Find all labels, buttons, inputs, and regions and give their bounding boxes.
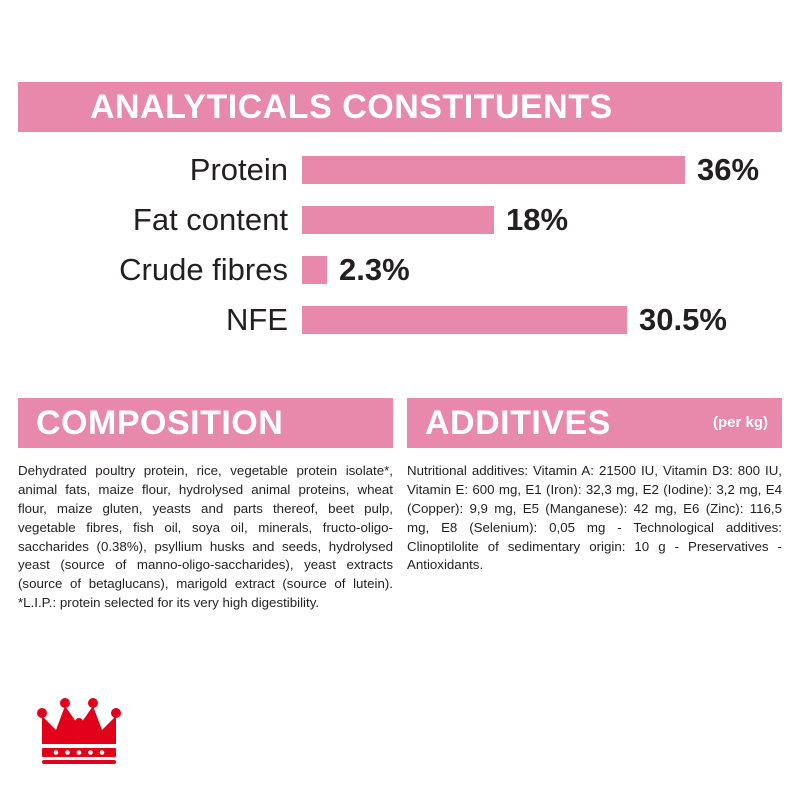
- bar-row: [18, 198, 782, 242]
- lower-panels: [18, 398, 782, 613]
- bar-track: [302, 298, 782, 342]
- bar-label: Fat content: [132, 202, 288, 237]
- additives-text: Nutritional additives: Vitamin A: 21500 IU, Vitamin D3: 800 IU, Vitamin E: 600 mg, E1 (Iron): 32,3 mg, E2 (Iodine): 3,2 mg, E4 (Copper): 9,9 mg, E5 (Manganese): 42 mg, E6 (Zinc): 116,5 mg, E8 (Selenium): 0,05 mg - Technological additives: Clinoptilolite of sedimentary origin: 10 g - Preservatives - Antioxidants.: [407, 463, 782, 573]
- bar-row: [18, 248, 782, 292]
- composition-text: Dehydrated poultry protein, rice, vegetable protein isolate*, animal fats, maize flour, hydrolysed animal proteins, wheat flour, maize gluten, yeasts and parts thereof, beet pulp, vegetable fibres, fish oil, soya oil, minerals, fructo-oligo-saccharides (0.38%), psyllium husks and seeds, hydrolysed yeast (source of manno-oligo-saccharides), yeast extracts (source of betaglucans), marigold extract (source of lutein). *L.I.P.: protein selected for its very high digestibility.: [18, 463, 393, 611]
- bar-value: 2.3%: [339, 252, 410, 287]
- additives-header: [407, 398, 782, 448]
- bar-row: [18, 148, 782, 192]
- bar-value: 30.5%: [639, 302, 727, 337]
- composition-panel: [18, 398, 393, 613]
- composition-title: COMPOSITION: [36, 404, 284, 442]
- bar-fill: [302, 256, 327, 284]
- additives-title: ADDITIVES: [425, 404, 611, 442]
- bar-track: [302, 198, 782, 242]
- bar-track: [302, 248, 782, 292]
- bar-label: Crude fibres: [119, 252, 288, 287]
- bar-track: [302, 148, 782, 192]
- bar-label: NFE: [226, 302, 288, 337]
- analytical-constituents-bar-chart: [18, 148, 782, 342]
- bar-fill: [302, 306, 627, 334]
- analytical-constituents-title: ANALYTICALS CONSTITUENTS: [90, 88, 613, 126]
- analytical-constituents-panel: [18, 82, 782, 348]
- royal-canin-crown-logo: [36, 696, 122, 766]
- bar-fill: [302, 156, 685, 184]
- composition-header: [18, 398, 393, 448]
- bar-fill: [302, 206, 494, 234]
- analytical-constituents-header: [18, 82, 782, 132]
- bar-value: 18%: [506, 202, 569, 237]
- additives-per-kg-note: (per kg): [712, 413, 768, 431]
- bar-value: 36%: [697, 152, 760, 187]
- bar-label: Protein: [189, 152, 288, 187]
- bar-row: [18, 298, 782, 342]
- additives-panel: [407, 398, 782, 613]
